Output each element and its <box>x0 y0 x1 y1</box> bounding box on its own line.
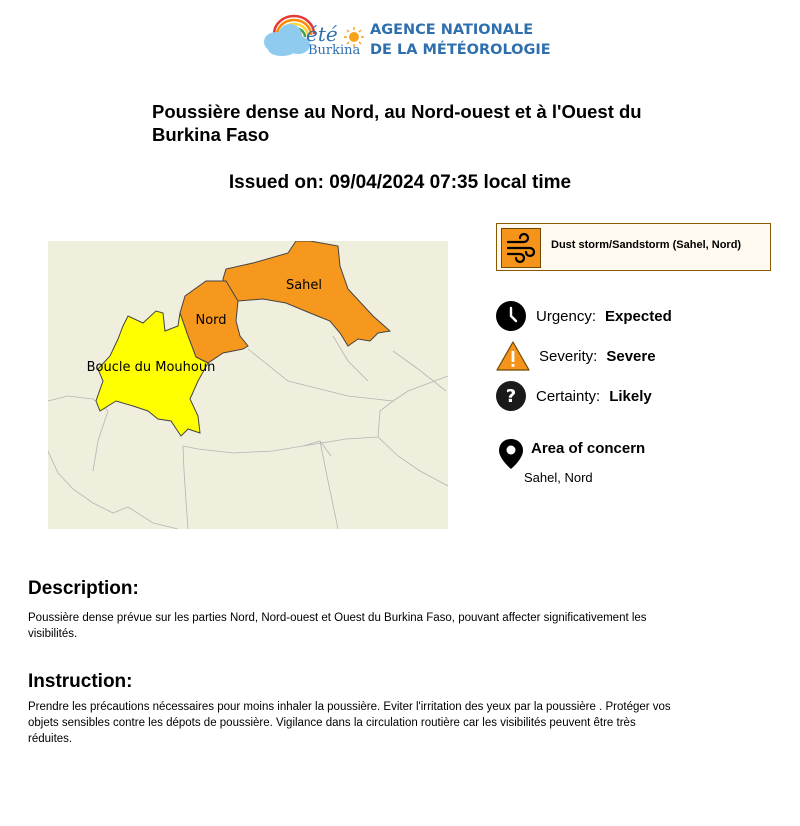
issued-time: Issued on: 09/04/2024 07:35 local time <box>228 172 572 193</box>
hazard-type-box <box>496 223 771 271</box>
map-label-nord: Nord <box>195 313 227 328</box>
logo-burkina-text: Burkina <box>308 43 361 58</box>
description-text: Poussière dense prévue sur les parties Nord, Nord-ouest et Ouest du Burkina Faso, pouvant affecter significativement les visibilités. <box>28 612 647 640</box>
certainty-value: Likely <box>609 387 652 405</box>
instruction-heading: Instruction: <box>28 671 133 692</box>
area-label: Area of concern <box>531 440 646 457</box>
wind-icon <box>501 228 541 268</box>
map-label-sahel: Sahel <box>285 278 323 293</box>
severity-row <box>496 341 656 371</box>
warning-icon <box>496 341 530 371</box>
urgency-label: Urgency: <box>536 307 597 325</box>
instruction-text: Prendre les précautions nécessaires pour moins inhaler la poussière. Eviter l'irritation des yeux par la poussière . Protéger vos objets sensibles contre les dépots de poussière. Vigilance dans la circulation routière car les visibilités peuvent être très réduites. <box>28 701 671 745</box>
alert-title: Poussière dense au Nord, au Nord-ouest et à l'Ouest du Burkina Faso <box>152 101 642 145</box>
map-label-boucle-du-mouhoun: Boucle du Mouhoun <box>86 360 216 375</box>
urgency-value: Expected <box>605 307 672 325</box>
certainty-row <box>496 381 652 411</box>
area-of-concern <box>496 438 646 485</box>
agency-name-line2: DE LA MÉTÉOROLOGIE <box>370 42 551 58</box>
agency-name-line1: AGENCE NATIONALE <box>370 22 534 38</box>
clock-icon <box>496 301 526 331</box>
svg-text:?: ? <box>505 386 517 407</box>
hazard-label: Dust storm/Sandstorm (Sahel, Nord) <box>551 239 742 251</box>
region-map <box>48 241 448 529</box>
location-pin-icon <box>496 438 526 470</box>
question-icon <box>496 381 526 411</box>
description-heading: Description: <box>28 578 139 599</box>
svg-text:été: été <box>306 22 338 46</box>
urgency-row <box>496 301 672 331</box>
agency-logo <box>262 12 551 62</box>
agency-name <box>370 20 551 60</box>
certainty-label: Certainty: <box>536 387 601 405</box>
severity-label: Severity: <box>539 347 598 365</box>
severity-value: Severe <box>606 347 656 365</box>
area-value: Sahel, Nord <box>524 470 593 485</box>
